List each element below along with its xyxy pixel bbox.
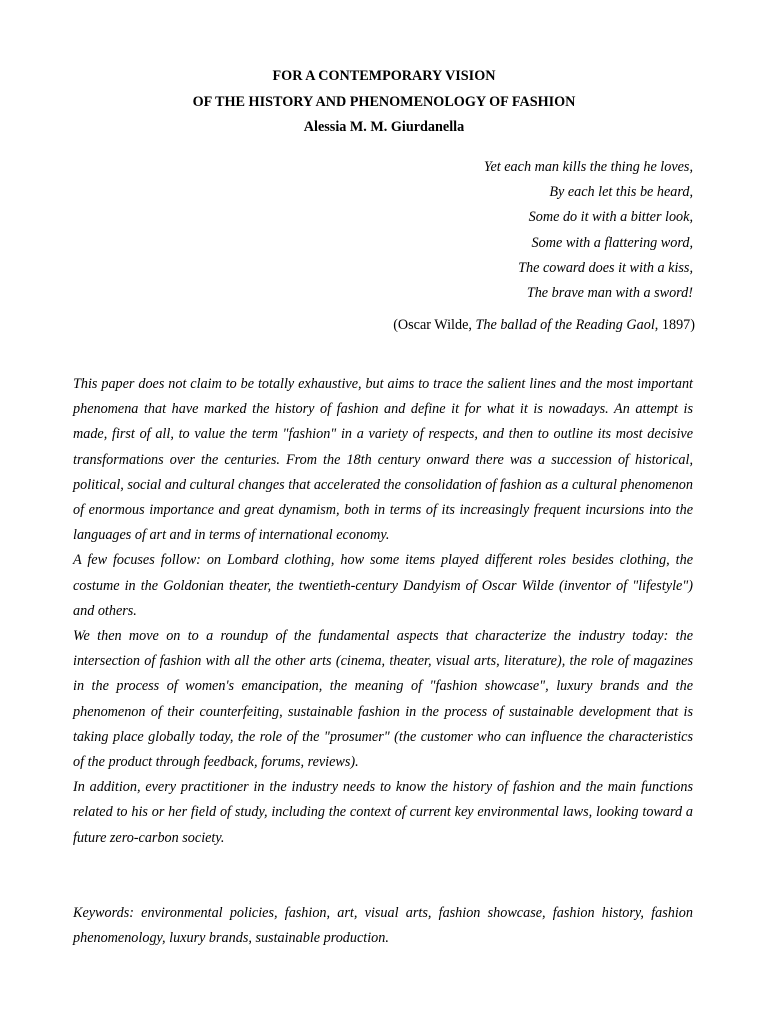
epigraph-line: Some with a flattering word, — [531, 234, 693, 251]
keywords-text: Keywords: environmental policies, fashion, art, visual arts, fashion showcase, fashion history, fashion phenomenology, luxury brands, sustainable production. — [73, 905, 693, 947]
abstract-paragraph: We then move on to a roundup of the fundamental aspects that characterize the industry today: the intersection of fashion with all the other arts (cinema, theater, visual arts, literature), the role of magazines in the process of women's emancipation, the meaning of "fashion showcase", luxury brands and the phenomenon of their counterfeiting, sustainable fashion in the process of sustainable development that is taking place globally today, the role of the "prosumer" (the customer who can influence the characteristics of the product through feedback, forums, reviews). — [73, 628, 693, 771]
author-name: Alessia M. M. Giurdanella — [303, 119, 465, 135]
citation-suffix: , 1897) — [654, 317, 695, 333]
abstract — [73, 372, 693, 851]
epigraph-line: The brave man with a sword! — [526, 285, 693, 302]
abstract-paragraph: A few focuses follow: on Lombard clothing, how some items played different roles besides clothing, the costume in the Goldonian theater, the twentieth-century Dandyism of Oscar Wilde (inventor of "lifestyle") and others. — [73, 552, 693, 619]
epigraph-citation — [195, 313, 695, 338]
paper-title-line-1: FOR A CONTEMPORARY VISION — [272, 68, 496, 84]
epigraph-line: Some do it with a bitter look, — [528, 209, 693, 226]
paper-title-line-2: OF THE HISTORY AND PHENOMENOLOGY OF FASHION — [192, 93, 576, 110]
abstract-paragraph: In addition, every practitioner in the industry needs to know the history of fashion and the main functions related to his or her field of study, including the context of current key environmental laws, looking toward a future zero-carbon society. — [73, 779, 693, 846]
citation-prefix: (Oscar Wilde, — [393, 317, 476, 333]
title-block — [0, 64, 768, 141]
epigraph — [293, 155, 693, 306]
epigraph-line: Yet each man kills the thing he loves, — [483, 159, 693, 175]
keywords-section — [73, 901, 693, 951]
citation-work-title: The ballad of the Reading Gaol — [475, 317, 655, 333]
epigraph-line: By each let this be heard, — [549, 184, 693, 201]
epigraph-line: The coward does it with a kiss, — [518, 259, 693, 276]
abstract-paragraph: This paper does not claim to be totally exhaustive, but aims to trace the salient lines and the most important phenomena that have marked the history of fashion and define it for what it is nowadays. An attempt is made, first of all, to value the term "fashion" in a variety of respects, and then to outline its most decisive transformations over the centuries. From the 18th century onward there was a succession of historical, political, social and cultural changes that accelerated the consolidation of fashion as a cultural phenomenon of enormous importance and great dynamism, both in terms of its increasingly frequent incursions into the languages of art and in terms of international economy. — [73, 376, 693, 544]
